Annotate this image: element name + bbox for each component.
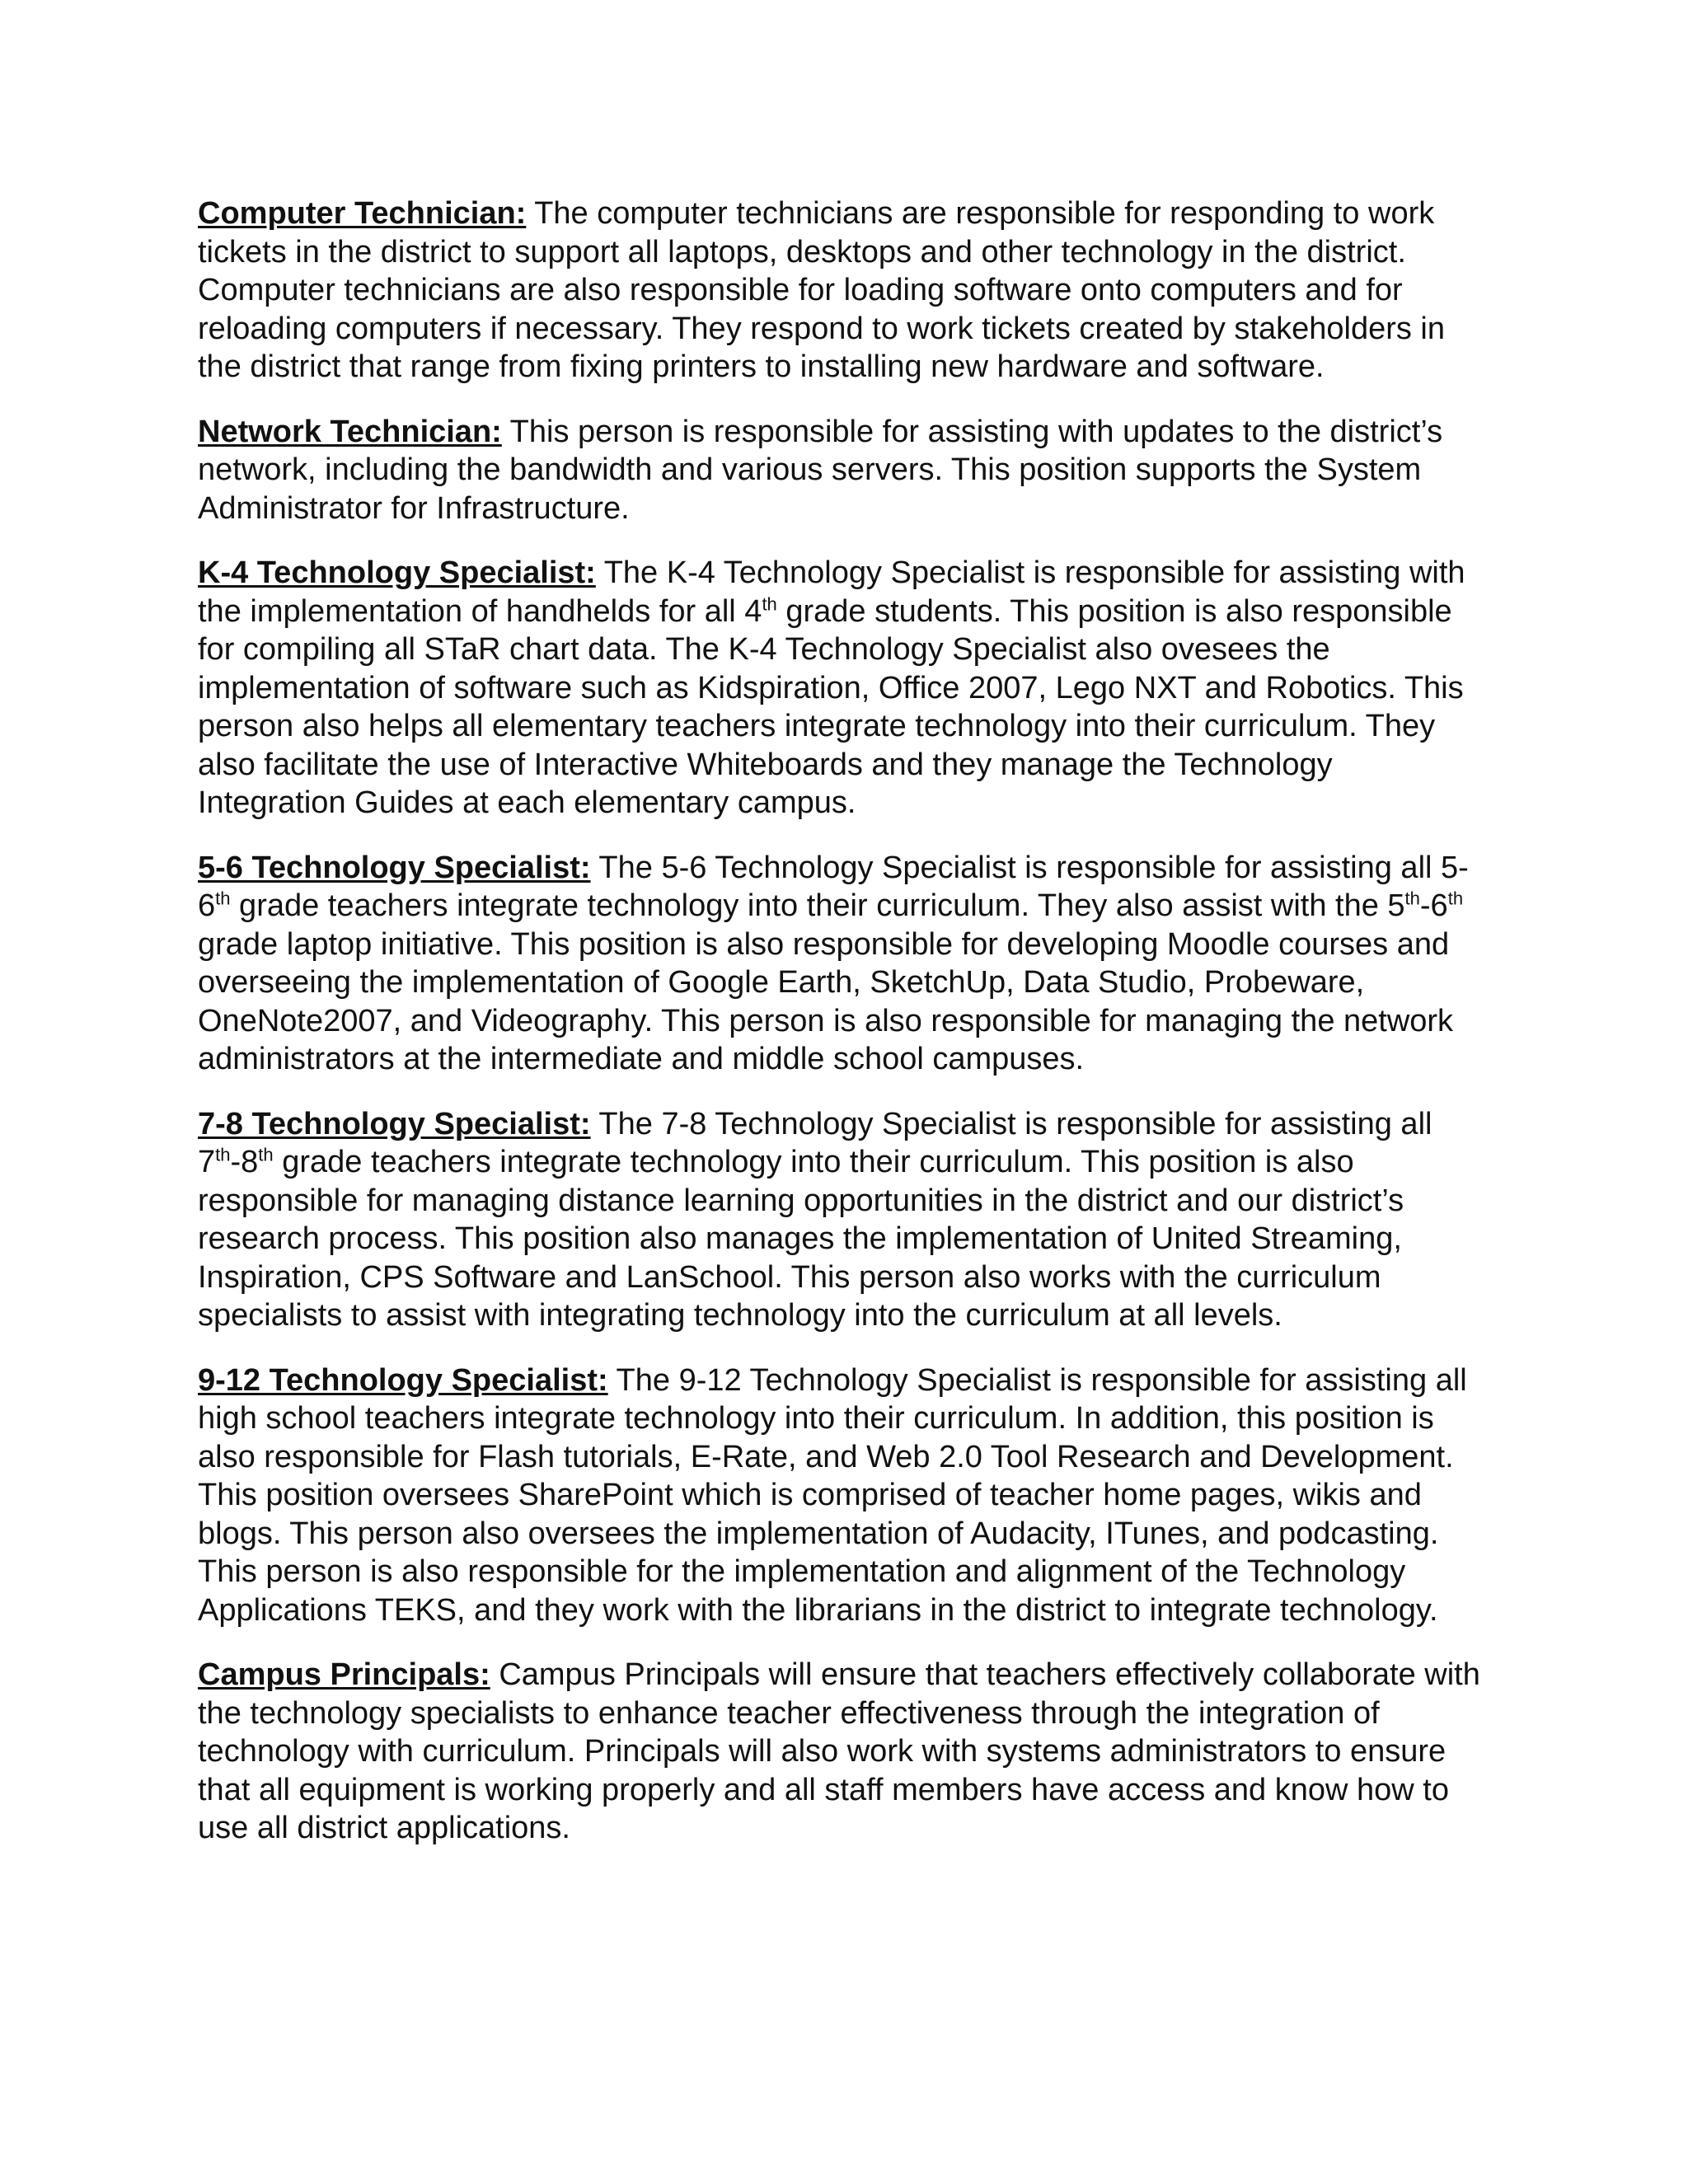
paragraph-text: Campus Principals will ensure that teachers effectively collaborate with the technology specialists to enhance teacher effectiveness through the integration of technology with curriculum. Principals will also work with systems administrators to ensure that all equipment is working properly and all staff members have access and know how to use all district applications. [198,1657,1480,1845]
paragraph-text: This person is responsible for assisting with updates to the district’s network, including the bandwidth and various servers. This position supports the System Administrator for Infrastructure. [198,414,1443,526]
paragraph-heading: 7-8 Technology Specialist: [198,1106,591,1141]
paragraph [198,1656,1484,1848]
paragraph-text: -8 [230,1145,259,1179]
paragraph-text: grade teachers integrate technology into their curriculum. They also assist with the 5 [230,888,1405,923]
document-body [198,194,1484,1874]
paragraph [198,1105,1484,1335]
paragraph-text: The computer technicians are responsible for responding to work tickets in the district to support all laptops, desktops and other technology in the district. Computer technicians are also responsible for loading software onto computers and for reloading computers if necessary. They respond to work tickets created by stakeholders in the district that range from fixing printers to installing new hardware and software. [198,196,1446,384]
paragraph [198,849,1484,1079]
paragraph [198,194,1484,387]
paragraph-heading: Network Technician: [198,414,502,449]
paragraph [198,554,1484,823]
paragraph-text: The 5-6 Technology Specialist is responsible for assisting all 5-6 [198,850,1469,923]
paragraph-heading: Campus Principals: [198,1657,490,1692]
paragraph-heading: 5-6 Technology Specialist: [198,850,591,885]
ordinal-superscript: th [1404,888,1420,909]
ordinal-superscript: th [258,1144,274,1165]
ordinal-superscript: th [215,1144,231,1165]
paragraph-text: grade students. This position is also responsible for compiling all STaR chart data. The K-4 Technology Specialist also ovesees the implementation of software such as Kidspiration, Office 2007, Lego NXT and Robotics. This person also helps all elementary teachers integrate technology into their curriculum. They also facilitate the use of Interactive Whiteboards and they manage the Technology Integration Guides at each elementary campus. [198,593,1464,820]
paragraph-text: The K-4 Technology Specialist is responsible for assisting with the implementation of handhelds for all 4 [198,555,1465,629]
ordinal-superscript: th [215,888,231,909]
ordinal-superscript: th [1447,888,1464,909]
paragraph-text: grade teachers integrate technology into their curriculum. This position is also responsible for managing distance learning opportunities in the district and our district’s research process. This position also manages the implementation of United Streaming, Inspiration, CPS Software and LanSchool. This person also works with the curriculum specialists to assist with integrating technology into the curriculum at all levels. [198,1145,1404,1333]
paragraph-heading: Computer Technician: [198,196,527,231]
paragraph-heading: K-4 Technology Specialist: [198,555,596,590]
paragraph-text: The 9-12 Technology Specialist is responsible for assisting all high school teachers integrate technology into their curriculum. In addition, this position is also responsible for Flash tutorials, E-Rate, and Web 2.0 Tool Research and Development. This position oversees SharePoint which is comprised of teacher home pages, wikis and blogs. This person also oversees the implementation of Audacity, ITunes, and podcasting. This person is also responsible for the implementation and alignment of the Technology Applications TEKS, and they work with the librarians in the district to integrate technology. [198,1362,1467,1628]
paragraph [198,1361,1484,1630]
paragraph-text: grade laptop initiative. This position is also responsible for developing Moodle courses and overseeing the implementation of Google Earth, SketchUp, Data Studio, Probeware, OneNote2007, and Videography. This person is also responsible for managing the network administrators at the intermediate and middle school campuses. [198,926,1454,1076]
paragraph-heading: 9-12 Technology Specialist: [198,1362,608,1398]
paragraph-text: -6 [1419,888,1448,923]
ordinal-superscript: th [762,593,777,614]
paragraph [198,413,1484,528]
paragraph-text: The 7-8 Technology Specialist is responsible for assisting all 7 [198,1106,1432,1179]
